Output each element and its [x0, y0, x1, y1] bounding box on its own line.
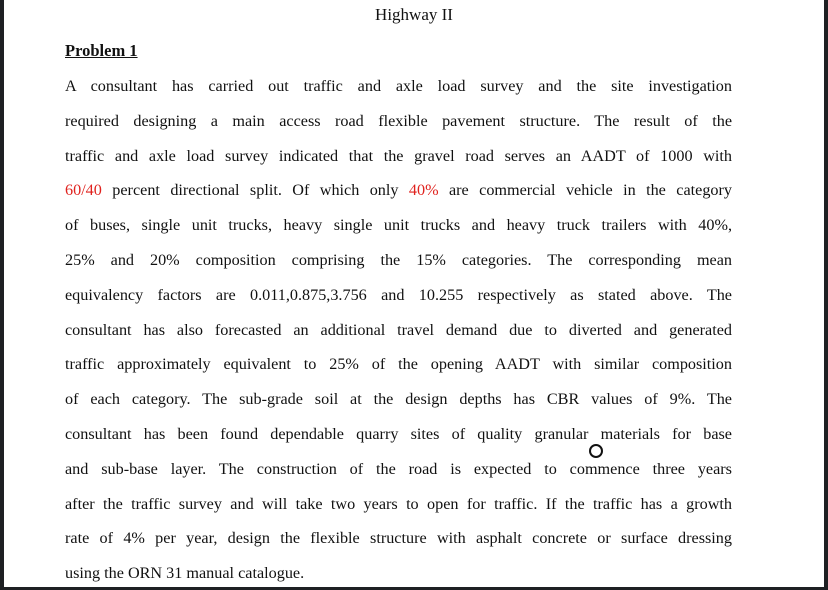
body-line-split	[65, 173, 732, 208]
highlight-directional-split: 60/40	[65, 181, 102, 200]
document-header-title: Highway II	[375, 5, 453, 24]
body-line: equivalency factors are 0.011,0.875,3.756 and 10.255 respectively as stated above. The	[65, 285, 732, 304]
problem-heading: Problem 1	[65, 41, 138, 60]
body-line: consultant has also forecasted an additional travel demand due to diverted and generated	[65, 320, 732, 339]
problem-body	[65, 69, 732, 587]
body-line: of each category. The sub-grade soil at the design depths has CBR values of 9%. The	[65, 390, 732, 409]
body-line: traffic approximately equivalent to 25% of the opening AADT with similar composition	[65, 355, 732, 374]
body-line: consultant has been found dependable quarry sites of quality granular materials for base	[65, 424, 732, 443]
body-line: using the ORN 31 manual catalogue.	[65, 564, 305, 583]
body-line: 25% and 20% composition comprising the 15% categories. The corresponding mean	[65, 250, 732, 269]
body-line: traffic and axle load survey indicated that the gravel road serves an AADT of 1000 with	[65, 146, 732, 165]
body-line: of buses, single unit trucks, heavy single unit trucks and heavy truck trailers with 40%,	[65, 216, 732, 235]
body-line: rate of 4% per year, design the flexible structure with asphalt concrete or surface dressing	[65, 529, 732, 548]
body-text-fragment: are commercial vehicle in the category	[438, 181, 732, 200]
body-line: A consultant has carried out traffic and axle load survey and the site investigation	[65, 77, 732, 95]
cursor-ring-icon	[589, 444, 603, 458]
document-page	[4, 0, 824, 587]
body-line: required designing a main access road flexible pavement structure. The result of the	[65, 111, 732, 130]
body-line: and sub-base layer. The construction of the road is expected to commence three years	[65, 459, 732, 478]
body-text-fragment: percent directional split. Of which only	[101, 181, 409, 200]
highlight-commercial-share: 40%	[408, 181, 439, 200]
body-line: after the traffic survey and will take two years to open for traffic. If the traffic has a growth	[65, 494, 732, 513]
